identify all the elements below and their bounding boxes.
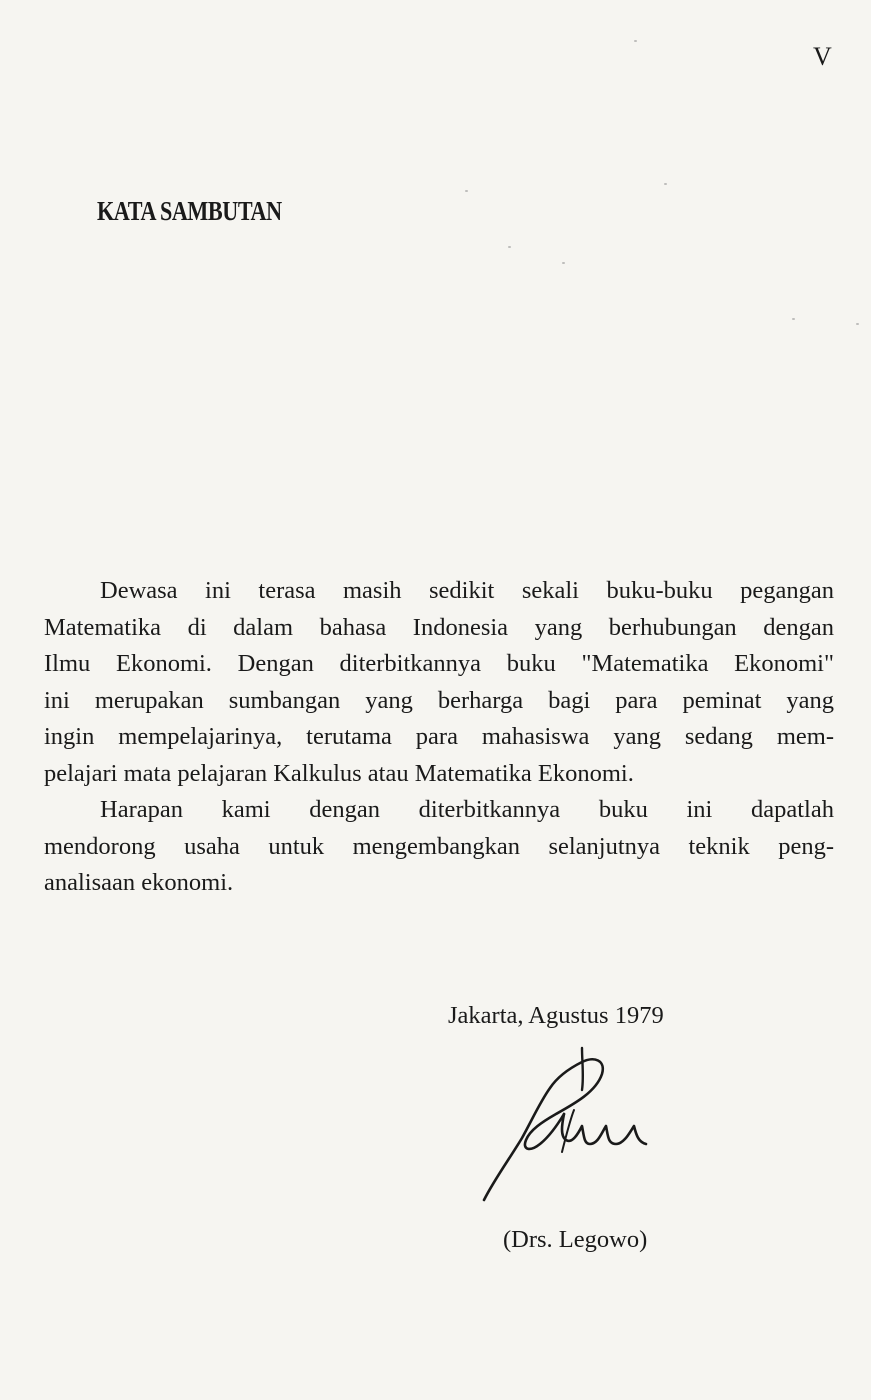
scan-speck bbox=[465, 190, 468, 192]
page-heading: KATA SAMBUTAN bbox=[97, 196, 282, 226]
page-number: V bbox=[813, 42, 832, 71]
signatory-name: (Drs. Legowo) bbox=[503, 1226, 648, 1253]
scan-speck bbox=[792, 318, 795, 320]
scan-speck bbox=[508, 246, 511, 248]
place-and-date: Jakarta, Agustus 1979 bbox=[448, 1002, 664, 1029]
scan-speck bbox=[634, 40, 637, 42]
foreword-body bbox=[44, 573, 834, 902]
handwritten-signature bbox=[470, 1040, 660, 1210]
scan-speck bbox=[562, 262, 565, 264]
text-line: ini merupakan sumbangan yang berharga bagi para peminat yang bbox=[44, 686, 834, 714]
text-line: Ilmu Ekonomi. Dengan diterbitkannya buku "Matematika Ekonomi" bbox=[44, 650, 834, 677]
text-line: Harapan kami dengan diterbitkannya buku ini dapatlah bbox=[100, 796, 834, 823]
text-line: Matematika di dalam bahasa Indonesia yang berhubungan dengan bbox=[44, 613, 834, 641]
paragraph-2 bbox=[44, 792, 834, 902]
text-line: mendorong usaha untuk mengembangkan selanjutnya teknik peng- bbox=[44, 832, 834, 860]
text-line: ingin mempelajarinya, terutama para mahasiswa yang sedang mem- bbox=[44, 723, 834, 750]
paragraph-1 bbox=[44, 573, 834, 792]
text-line: Dewasa ini terasa masih sedikit sekali buku-buku pegangan bbox=[100, 577, 834, 604]
text-line: pelajari mata pelajaran Kalkulus atau Matematika Ekonomi. bbox=[44, 759, 634, 787]
scan-speck bbox=[856, 323, 859, 325]
text-line: analisaan ekonomi. bbox=[44, 869, 234, 896]
scan-speck bbox=[664, 183, 667, 185]
